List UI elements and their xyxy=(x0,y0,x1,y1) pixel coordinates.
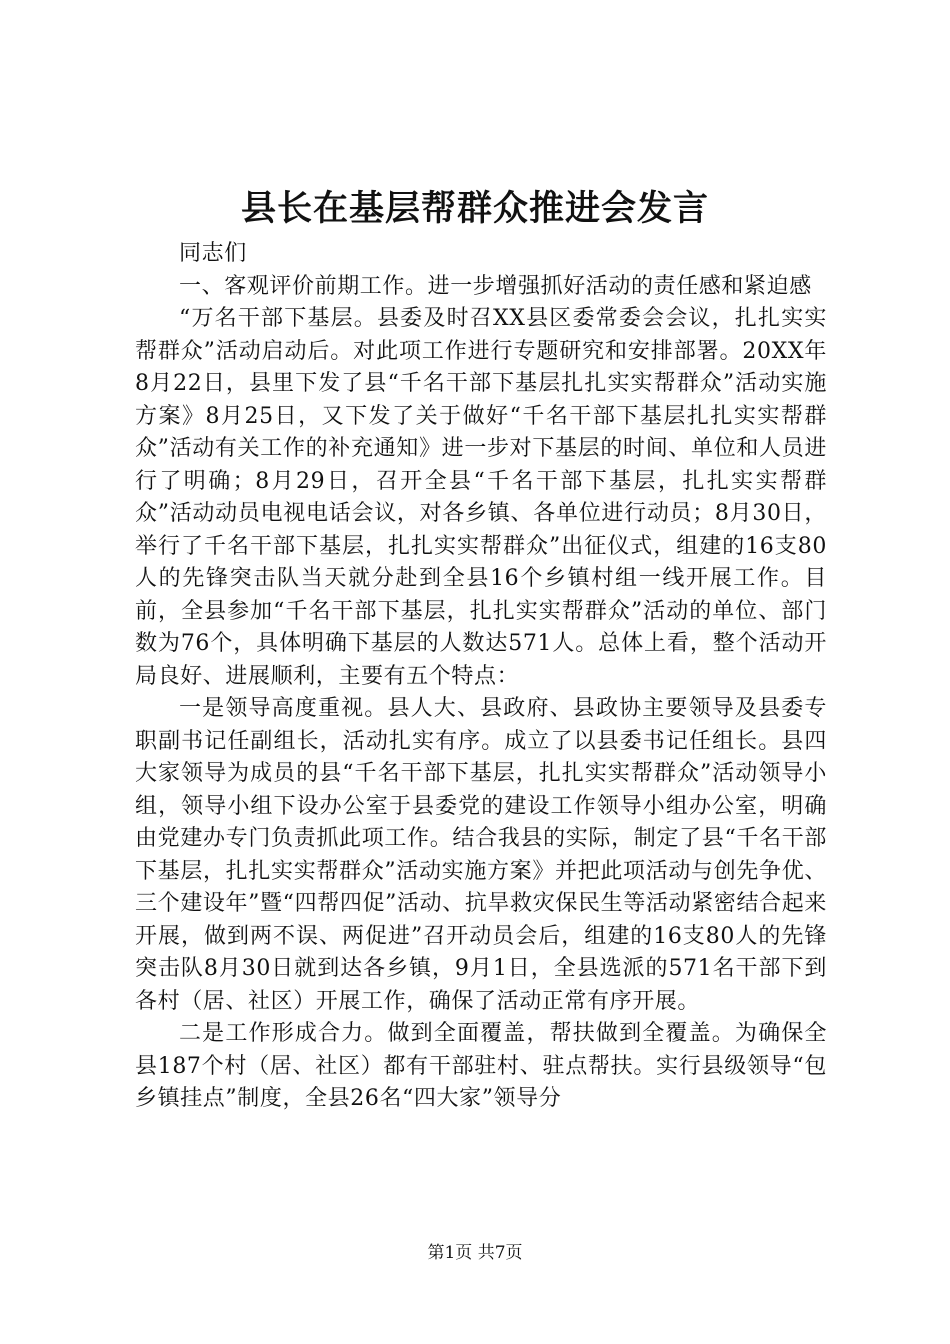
paragraph-3: 一是领导高度重视。县人大、县政府、县政协主要领导及县委专职副书记任副组长，活动扎实有序。成立了以县委书记任组长。县四大家领导为成员的县“千名干部下基层，扎扎实实帮群众”活动领导小组，领导小组下设办公室于县委党的建设工作领导小组办公室，明确由党建办专门负责抓此项工作。结合我县的实际，制定了县“千名干部下基层，扎扎实实帮群众”活动实施方案》并把此项活动与创先争优、三个建设年”暨“四帮四促”活动、抗旱救灾保民生等活动紧密结合起来开展，做到两不误、两促进”召开动员会后，组建的16支80人的先锋突击队8月30日就到达各乡镇，9月1日，全县选派的571名干部下到各村（居、社区）开展工作，确保了活动正常有序开展。 xyxy=(135,696,827,1014)
paragraph-1: 一、客观评价前期工作。进一步增强抓好活动的责任感和紧迫感 xyxy=(179,273,812,299)
document-title: 县长在基层帮群众推进会发言 xyxy=(240,188,709,229)
document-body xyxy=(135,238,827,1116)
paragraph-4: 二是工作形成合力。做到全面覆盖，帮扶做到全覆盖。为确保全县187个村（居、社区）都有干部驻村、驻点帮扶。实行县级领导“包乡镇挂点”制度，全县26名“四大家”领导分 xyxy=(135,1021,827,1111)
salutation: 同志们 xyxy=(179,241,247,266)
page-number-footer: 第1页 共7页 xyxy=(427,1243,523,1263)
paragraph-2: “万名干部下基层。县委及时召XX县区委常委会会议，扎扎实实帮群众”活动启动后。对此项工作进行专题研究和安排部署。20XX年8月22日，县里下发了县“千名干部下基层扎扎实实帮群众”活动实施方案》8月25日，又下发了关于做好“千名干部下基层扎扎实实帮群众”活动有关工作的补充通知》进一步对下基层的时间、单位和人员进行了明确；8月29日，召开全县“千名干部下基层，扎扎实实帮群众”活动动员电视电话会议，对各乡镇、各单位进行动员；8月30日，举行了千名干部下基层，扎扎实实帮群众”出征仪式，组建的16支80人的先锋突击队当天就分赴到全县16个乡镇村组一线开展工作。目前，全县参加“千名干部下基层，扎扎实实帮群众”活动的单位、部门数为76个，具体明确下基层的人数达571人。总体上看，整个活动开局良好、进展顺利，主要有五个特点： xyxy=(135,306,827,689)
